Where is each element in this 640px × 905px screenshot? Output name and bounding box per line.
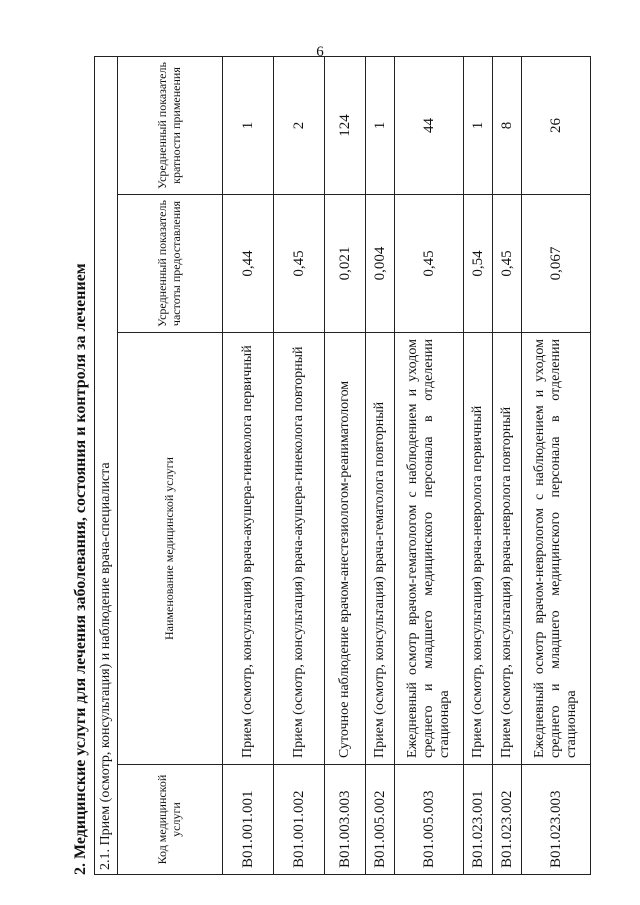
page-number: 6 (316, 44, 324, 60)
service-frequency: 0,45 (395, 195, 464, 333)
service-frequency: 0,45 (493, 195, 522, 333)
column-header-frequency: Усредненный показатель частоты предоставления (118, 195, 223, 333)
subsection-title: 2.1. Прием (осмотр, консультация) и наблюдение врача-специалиста (95, 56, 118, 874)
table-row (366, 56, 395, 874)
service-multiplicity: 2 (274, 56, 325, 194)
service-name: Прием (осмотр, консультация) врача-невролога повторный (493, 333, 522, 765)
service-frequency: 0,54 (464, 195, 493, 333)
service-multiplicity: 44 (395, 56, 464, 194)
service-multiplicity: 124 (325, 56, 366, 194)
service-code: B01.001.002 (274, 765, 325, 875)
section-heading: 2. Медицинские услуги для лечения заболевания, состояния и контроля за лечением (72, 263, 89, 875)
service-name: Прием (осмотр, консультация) врача-акушера-гинеколога первичный (223, 333, 274, 765)
service-frequency: 0,45 (274, 195, 325, 333)
service-name: Ежедневный осмотр врачом-неврологом с наблюдением и уходом среднего и младшего медицинского персонала в отделении стационара (522, 333, 591, 765)
subsection-row (95, 56, 118, 874)
service-multiplicity: 8 (493, 56, 522, 194)
table-row (464, 56, 493, 874)
table-row (274, 56, 325, 874)
service-code: B01.001.001 (223, 765, 274, 875)
service-name: Прием (осмотр, консультация) врача-акушера-гинеколога повторный (274, 333, 325, 765)
service-frequency: 0,44 (223, 195, 274, 333)
service-code: B01.023.001 (464, 765, 493, 875)
table-row (522, 56, 591, 874)
table-header-row (118, 56, 223, 874)
service-code: B01.005.003 (395, 765, 464, 875)
service-code: B01.005.002 (366, 765, 395, 875)
service-frequency: 0,067 (522, 195, 591, 333)
service-name: Прием (осмотр, консультация) врача-невролога первичный (464, 333, 493, 765)
column-header-multiplicity: Усредненный показатель кратности применения (118, 56, 223, 194)
column-header-code: Код медицинской услуги (118, 765, 223, 875)
service-multiplicity: 26 (522, 56, 591, 194)
table-row (325, 56, 366, 874)
service-multiplicity: 1 (223, 56, 274, 194)
service-multiplicity: 1 (464, 56, 493, 194)
rotated-page-content (64, 25, 629, 875)
service-code: B01.003.003 (325, 765, 366, 875)
column-header-name: Наименование медицинской услуги (118, 333, 223, 765)
table-row (395, 56, 464, 874)
service-name: Прием (осмотр, консультация) врача-гематолога повторный (366, 333, 395, 765)
service-frequency: 0,004 (366, 195, 395, 333)
service-name: Суточное наблюдение врачом-анестезиологом-реаниматологом (325, 333, 366, 765)
service-name: Ежедневный осмотр врачом-гематологом с наблюдением и уходом среднего и младшего медицинского персонала в отделении стационара (395, 333, 464, 765)
table-row (223, 56, 274, 874)
service-code: B01.023.003 (522, 765, 591, 875)
service-frequency: 0,021 (325, 195, 366, 333)
table-row (493, 56, 522, 874)
medical-services-table (94, 56, 591, 875)
service-multiplicity: 1 (366, 56, 395, 194)
service-code: B01.023.002 (493, 765, 522, 875)
